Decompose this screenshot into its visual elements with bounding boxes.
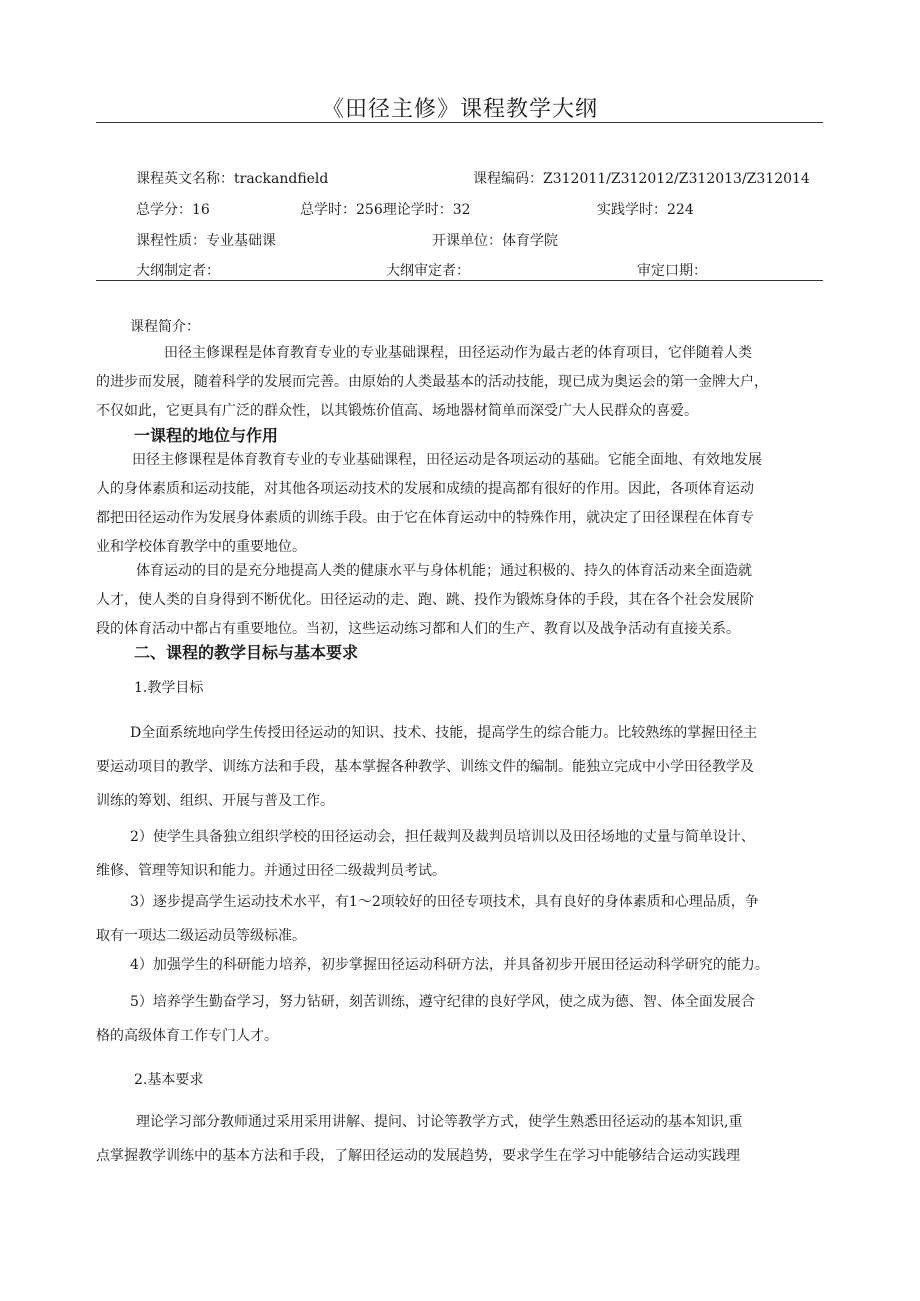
practice-hours: 实践学时：224 xyxy=(597,202,694,218)
section1-heading: 一课程的地位与作用 xyxy=(134,426,279,445)
section2-heading: 二、课程的教学目标与基本要求 xyxy=(134,643,359,662)
goal-4 xyxy=(96,948,824,982)
goal-line: 训练的筹划、组织、开展与普及工作。 xyxy=(96,793,334,809)
offering-unit: 开课单位：体育学院 xyxy=(432,233,558,249)
english-name: 课程英文名称：trackandfield xyxy=(136,171,329,187)
paragraph-line: 田径主修课程是体育教育专业的专业基础课程，田径运动是各项运动的基础。它能全面地、有效地发展 xyxy=(132,452,762,468)
total-hours: 总学时：256理论学时：32 xyxy=(300,202,471,218)
goal-line: 2）使学生具备独立组织学校的田径运动会，担任裁判及裁判员培训以及田径场地的丈量与简单设计、 xyxy=(130,829,755,845)
goal-3 xyxy=(96,885,824,953)
goal-line: 要运动项目的教学、训练方法和手段，基本掌握各种教学、训练文件的编制。能独立完成中小学田径教学及 xyxy=(96,759,754,775)
syllabus-reviewer: 大纲审定者： xyxy=(386,263,470,279)
review-date: 审定口期： xyxy=(637,263,707,279)
paragraph-line: 段的体育活动中都占有重要地位。当初，这些运动练习都和人们的生产、教育以及战争活动有直接关系。 xyxy=(96,621,740,637)
paragraph-line: 都把田径运动作为发展身体素质的训练手段。由于它在体育运动中的特殊作用，就决定了田径课程在体育专 xyxy=(96,510,754,526)
section1-paragraph-1 xyxy=(96,446,824,562)
goal-line: 5）培养学生勤奋学习，努力钻研，刻苦训练，遵守纪律的良好学风，使之成为德、智、体全面发展合 xyxy=(130,994,755,1010)
basic-requirements-heading: 2.基本要求 xyxy=(134,1072,204,1088)
goal-line: 维修、管理等知识和能力。并通过田径二级裁判员考试。 xyxy=(96,863,446,879)
intro-line: 田径主修课程是体育教育专业的专业基础课程，田径运动作为最古老的体育项目，它伴随着人类 xyxy=(164,345,752,361)
goal-5 xyxy=(96,985,824,1053)
goal-1 xyxy=(96,716,824,818)
goal-line: D全面系统地向学生传授田径运动的知识、技术、技能，提高学生的综合能力。比较熟练的掌握田径主 xyxy=(130,725,758,741)
intro-line: 不仅如此，它更具有广泛的群众性，以其锻炼价值高、场地器材简单而深受广大人民群众的喜爱。 xyxy=(96,403,698,419)
section1-paragraph-2 xyxy=(96,557,824,644)
course-code: 课程编码：Z312011/Z312012/Z312013/Z312014 xyxy=(473,171,810,187)
goal-line: 4）加强学生的科研能力培养，初步掌握田径运动科研方法，并具备初步开展田径运动科学研究的能力。 xyxy=(130,957,769,973)
requirement-line: 理论学习部分教师通过采用采用讲解、提问、讨论等教学方式，使学生熟悉田径运动的基本知识,重 xyxy=(136,1114,743,1130)
total-credits: 总学分：16 xyxy=(136,202,210,218)
paragraph-line: 体育运动的目的是充分地提高人类的健康水平与身体机能；通过积极的、持久的体育活动来全面造就 xyxy=(136,563,752,579)
paragraph-line: 业和学校体育教学中的重要地位。 xyxy=(96,539,306,555)
goal-line: 3）逐步提高学生运动技术水平，有1～2项较好的田径专项技术，具有良好的身体素质和心理品质，争 xyxy=(130,894,759,910)
syllabus-author: 大纲制定者： xyxy=(136,263,220,279)
paragraph-line: 人才，使人类的自身得到不断优化。田径运动的走、跑、跳、投作为锻炼身体的手段，其在各个社会发展阶 xyxy=(96,592,754,608)
teaching-goals-heading: 1.教学目标 xyxy=(134,680,204,696)
document-title: 《田径主修》课程教学大纲 xyxy=(321,97,598,122)
course-nature: 课程性质：专业基础课 xyxy=(136,233,276,249)
paragraph-line: 人的身体素质和运动技能，对其他各项运动技术的发展和成绩的提高都有很好的作用。因此，各项体育运动 xyxy=(96,481,754,497)
requirements-paragraph xyxy=(96,1105,824,1173)
meta-rule xyxy=(96,280,823,281)
intro-heading: 课程简介： xyxy=(130,319,200,335)
intro-paragraph xyxy=(96,339,824,426)
goal-line: 格的高级体育工作专门人才。 xyxy=(96,1028,278,1044)
goal-line: 取有一项达二级运动员等级标准。 xyxy=(96,928,306,944)
intro-line: 的进步而发展，随着科学的发展而完善。由原始的人类最基本的活动技能，现已成为奥运会的第一金牌大户， xyxy=(96,374,768,390)
goal-2 xyxy=(96,820,824,888)
requirement-line: 点掌握教学训练中的基本方法和手段，了解田径运动的发展趋势，要求学生在学习中能够结合运动实践理 xyxy=(96,1148,740,1164)
title-rule xyxy=(96,122,823,123)
